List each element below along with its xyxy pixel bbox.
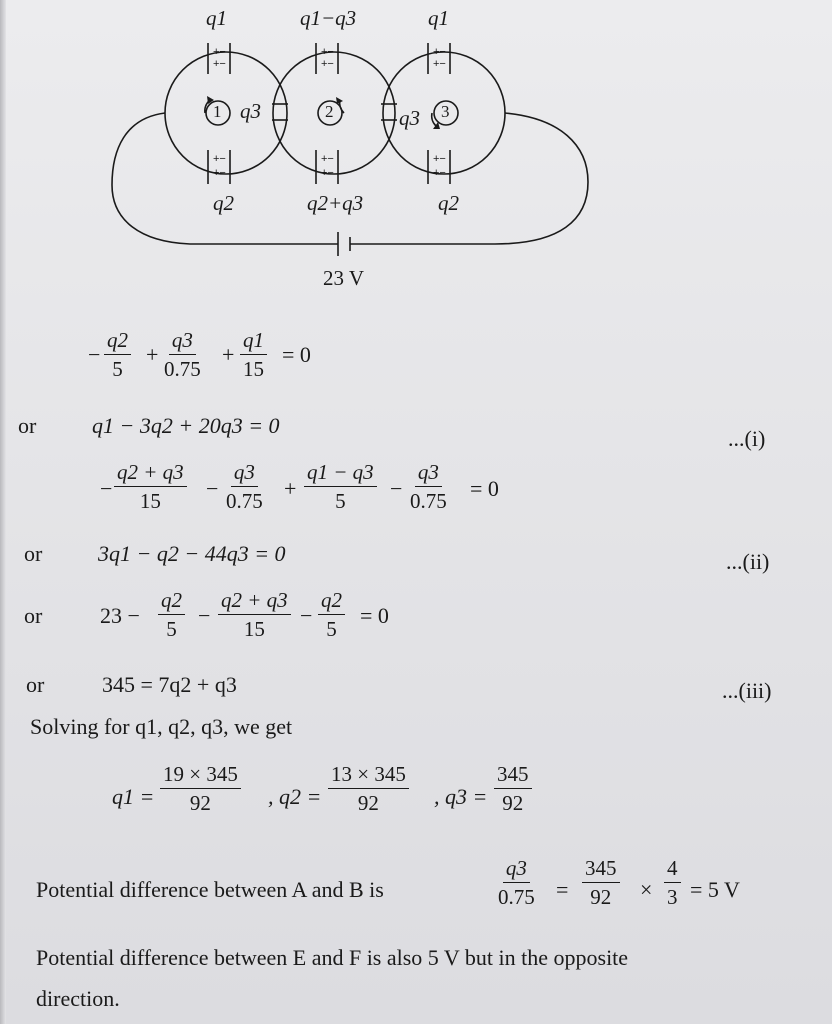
cap-label-top-1: q1 (206, 6, 227, 30)
equation-tag-iii: ...(iii) (722, 678, 772, 703)
pd-ef-line-2: direction. (36, 986, 120, 1011)
svg-text:+−: +− (321, 153, 334, 165)
cap-label-bottom-1: q2 (213, 191, 234, 215)
svg-text:+−: +− (213, 46, 226, 58)
cap-label-middle-2: q3 (399, 106, 420, 130)
or-label: or (26, 672, 45, 697)
equation-rhs: = 0 (282, 342, 311, 367)
svg-text:+−: +− (433, 46, 446, 58)
pd-ab-result: = 5 V (690, 877, 740, 902)
equation-rhs: = 0 (470, 476, 499, 501)
q1-lhs: q1 = (112, 784, 155, 809)
svg-text:+−: +− (213, 167, 226, 179)
svg-text:+−: +− (321, 58, 334, 70)
loop-number-3: 3 (441, 102, 450, 121)
svg-text:+−: +− (321, 167, 334, 179)
loop-1-wire (165, 52, 287, 174)
pd-ef-line-1: Potential difference between E and F is also 5 V but in the opposite (36, 945, 629, 970)
cap-label-top-2: q1−q3 (300, 6, 357, 30)
fraction: $\frac{q2 + q3}{15}$ (218, 590, 291, 640)
cap-label-bottom-2: q2+q3 (307, 191, 364, 215)
fraction: $\frac{q2}{5}$ (158, 590, 185, 640)
fraction: $\frac{q2 + q3}{15}$ (114, 462, 187, 512)
or-label: or (24, 541, 43, 566)
loop-2-wire (273, 52, 395, 174)
circuit-diagram (0, 0, 832, 300)
q3-lhs: , q3 = (434, 784, 488, 809)
cap-label-middle-1: q3 (240, 99, 261, 123)
equation-ii: 3q1 − q2 − 44q3 = 0 (98, 541, 286, 566)
q2-lhs: , q2 = (268, 784, 322, 809)
equation-rhs: = 0 (360, 603, 389, 628)
fraction: $\frac{345}{92}$ (494, 764, 532, 814)
svg-text:+−: +− (213, 58, 226, 70)
loop-number-1: 1 (213, 102, 222, 121)
pd-ab-text: Potential difference between A and B is (36, 877, 384, 902)
fraction: $\frac{19 \times 345}{92}$ (160, 764, 241, 814)
textbook-page: +− +− +− +− +− +− +− +− +− +− +− +− q1 q1−q3 q1 q2 q2+q3 q2 1 2 3 q3 q3 23 V − $\frac{q2}{5}$ + $\frac{q3}{0.75}$ + $\frac{q1}{15}$ = 0 or q1 − 3q2 + 20q3 = 0 ...(i) − $\frac{q2 + q3}{15}$ − $\frac{q3}{0.75}$ + $\frac{q1 - q3}{5}$ − $\frac{q3}{0.75}$ = 0 or 3q1 − q2 − 44q3 = 0 ...(ii) or 23 − $\frac{q2}{5}$ − $\frac{q2 + q3}{15}$ − $\frac{q2}{5}$ = 0 or 345 = 7q2 + q3 ...(iii) Solving for q1, q2, q3, we get q1 = $\frac{19 \times 345}{92}$ , q2 = $\frac{13 \times 345}{92}$ , q3 = $\frac{345}{92}$ Potential difference between A and B is $\frac{q3}{0.75}$ = $\frac{345}{92}$ × $\frac{4}{3}$ = 5 V Potential difference between E and F is also 5 V but in the opposite direction. (0, 0, 832, 1024)
cap-label-top-3: q1 (428, 6, 449, 30)
equation-lead: 23 − (100, 603, 140, 628)
fraction: $\frac{4}{3}$ (664, 858, 681, 908)
equation-tag-i: ...(i) (728, 426, 766, 451)
minus-sign: − (88, 342, 101, 367)
or-label: or (18, 413, 37, 438)
battery-label: 23 V (323, 266, 365, 290)
svg-text:+−: +− (433, 153, 446, 165)
fraction: $\frac{345}{92}$ (582, 858, 620, 908)
svg-text:+−: +− (321, 46, 334, 58)
loop-number-2: 2 (325, 102, 334, 121)
fraction: $\frac{q3}{0.75}$ (410, 460, 447, 513)
svg-text:+−: +− (433, 58, 446, 70)
fraction: $\frac{13 \times 345}{92}$ (328, 764, 409, 814)
fraction: $\frac{q3}{0.75}$ (226, 460, 263, 513)
fraction: $\frac{q1}{15}$ (240, 330, 267, 380)
fraction: $\frac{q2}{5}$ (318, 590, 345, 640)
or-label: or (24, 603, 43, 628)
fraction: $\frac{q3}{0.75}$ (164, 328, 201, 381)
equation-tag-ii: ...(ii) (726, 549, 770, 574)
svg-text:+−: +− (213, 153, 226, 165)
equation-i: q1 − 3q2 + 20q3 = 0 (92, 413, 280, 438)
solving-text: Solving for q1, q2, q3, we get (30, 714, 293, 739)
fraction: $\frac{q3}{0.75}$ (498, 856, 535, 909)
svg-text:+−: +− (433, 167, 446, 179)
fraction: $\frac{q2}{5}$ (104, 330, 131, 380)
fraction: $\frac{q1 - q3}{5}$ (304, 462, 377, 512)
equation-iii: 345 = 7q2 + q3 (102, 672, 237, 697)
cap-label-bottom-3: q2 (438, 191, 459, 215)
